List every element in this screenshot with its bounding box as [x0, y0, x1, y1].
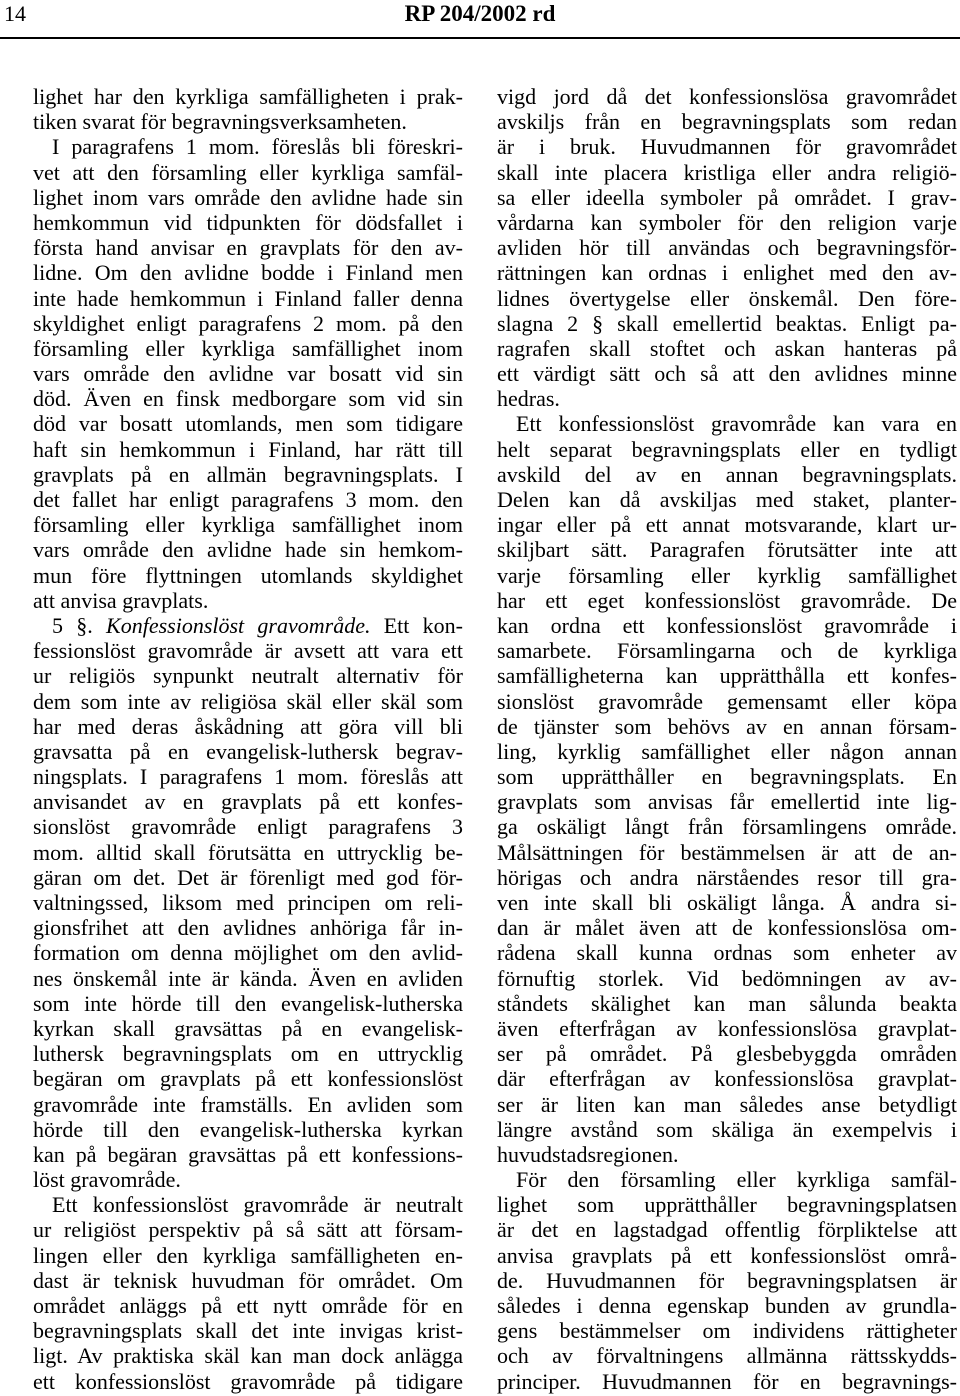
text-line: ståndets skälighet kan man sålunda beakta: [497, 990, 957, 1016]
text-line: sionslöst gravområde enligt paragrafens 3: [33, 814, 463, 840]
text-line: rådena skall kunna ordnas som enheter av: [497, 940, 957, 966]
section-number: 5 §.: [52, 612, 93, 638]
text-line: skiljbart sätt. Paragrafen förutsätter inte att: [497, 537, 957, 563]
text-line: ur religiöst perspektiv på så sätt att försam-: [33, 1217, 463, 1243]
text-line: För den församling eller kyrkliga samfäl-: [516, 1167, 957, 1193]
text-line: lidnes övertygelse eller önskemål. Den före-: [497, 285, 957, 311]
text-line: huvudstadsregionen.: [497, 1141, 679, 1167]
text-line: rättningen kan ordnas i enlighet med den av-: [497, 260, 957, 286]
text-line: gens bestämmelser om individens rättigheter: [497, 1318, 957, 1344]
text-line: hörde till den evangelisk-lutherska kyrkan: [33, 1116, 463, 1142]
paragraph: [33, 134, 463, 613]
text-line: gravområde inte framställs. En avliden som: [33, 1091, 463, 1117]
text-line: haft sin hemkommun i Finland, har rätt till: [33, 436, 463, 462]
text-line: inte hade hemkommun i Finland faller denna: [33, 285, 463, 311]
text-line: mun före flyttningen utomlands skyldighet: [33, 562, 463, 588]
text-line: vigd jord då det konfessionslösa gravområdet: [497, 84, 957, 109]
text-line: lidne. Om den avlidne bodde i Finland men: [33, 260, 463, 286]
paragraph: [497, 1167, 957, 1394]
text-line: sionslöst gravområde gemensamt eller köpa: [497, 688, 957, 714]
text-line: således i denna egenskap bunden av grundla-: [497, 1293, 957, 1318]
text-line: död. Även en finsk medborgare som vid sin: [33, 386, 463, 412]
text-line: anvisandet av en gravplats på ett konfes-: [33, 789, 463, 815]
text-line: ga oskäligt långt från församlingens område.: [497, 814, 957, 840]
text-line: ingar eller på ett annat motsvarande, klart ur-: [497, 512, 957, 538]
section-title: Konfessionslöst gravområde.: [106, 612, 371, 638]
text-line: Ett konfessionslöst gravområde är neutralt: [52, 1192, 463, 1218]
text-line: är det en lagstadgad offentlig förpliktelse att: [497, 1217, 957, 1243]
text-line: död var bosatt utomlands, men som tidigare: [33, 411, 463, 437]
text-line: formation om denna möjlighet om den avlid-: [33, 940, 463, 966]
text-line: samarbete. Församlingarna och de kyrkliga: [497, 638, 957, 664]
text-line: som inte hörde till den evangelisk-lutherska: [33, 990, 463, 1016]
text-line: som upprätthåller en begravningsplats. En: [497, 764, 957, 790]
text-line: ven inte skall bli oskäligt långa. Å andra si-: [497, 890, 957, 915]
paragraph: [33, 613, 463, 1192]
text-line: skyldighet enligt paragrafens 2 mom. på den: [33, 310, 463, 336]
text-line: gravplats på en allmän begravningsplats. I: [33, 461, 463, 487]
text-line: I paragrafens 1 mom. föreslås bli föreskri-: [52, 134, 463, 160]
text-line: skall inte placera kristliga eller andra religiö-: [497, 159, 957, 185]
text-line: gravplats som anvisas får emellertid inte lig-: [497, 789, 957, 815]
text-line: dan är målet även att de konfessionslösa om-: [497, 915, 957, 941]
text-line: lighet som upprätthåller begravningsplatsen: [497, 1192, 957, 1218]
text-line: vårdarna kan symboler för den religion varje: [497, 209, 957, 235]
text-line: hörigas och andra närståendes resor till gra-: [497, 864, 957, 890]
text-line: förnuftig storlek. Vid bedömningen av av-: [497, 965, 957, 991]
text-line: gionsfrihet att den avlidnes anhöriga får in-: [33, 915, 463, 941]
text-line: kan ordna ett konfessionslöst gravområde i: [497, 612, 957, 638]
page-number: 14: [4, 1, 26, 26]
text-line: samfälligheterna kan upprätthålla ett konfes-: [497, 663, 957, 689]
text-line: ragrafen skall stoftet och askan hanteras på: [497, 335, 957, 361]
paragraph: [33, 84, 463, 134]
text-line: har med deras åskådning att göra vill bli: [33, 713, 463, 739]
document-id: RP 204/2002 rd: [404, 1, 556, 26]
paragraph: [497, 411, 957, 1167]
right-column: [497, 84, 957, 1394]
text-line: Delen kan då avskiljas med staket, planter-: [497, 487, 957, 512]
text-line: där efterfrågan av konfessionslösa gravplat-: [497, 1066, 957, 1092]
text-line: begravningsplats skall det inte invigas krist-: [33, 1318, 463, 1344]
text-line: är i bruk. Huvudmannen för gravområdet: [497, 134, 957, 160]
text-line: Målsättningen för bestämmelsen är att de an-: [497, 839, 957, 865]
text-line: luthersk begravningsplats om en uttrycklig: [33, 1041, 463, 1067]
text-line: Ett konfessionslöst gravområde kan vara en: [516, 411, 957, 437]
text-line: avliden hör till användas och begravningsför-: [497, 235, 957, 261]
text-line: kan på begäran gravsättas på ett konfessions-: [33, 1141, 463, 1167]
text-line: principer. Huvudmannen för en begravnings-: [497, 1368, 957, 1394]
text-line: lighet har den kyrkliga samfälligheten i prak-: [33, 84, 463, 109]
text-line: avskiljs från en begravningsplats som redan: [497, 109, 957, 135]
text-line: nes önskemål inte är kända. Även en avliden: [33, 965, 463, 991]
text-line: de. Huvudmannen för begravningsplatsen är: [497, 1267, 957, 1293]
text-line: valtningssed, liksom med principen om reli-: [33, 890, 463, 915]
text-line: fessionslöst gravområde är avsett att vara ett: [33, 638, 463, 664]
text-line: församling eller kyrkliga samfällighet inom: [33, 512, 463, 538]
text-line: det fallet har enligt paragrafens 3 mom. den: [33, 487, 463, 512]
header-rule: [0, 37, 960, 39]
text-line: lighet inom vars område den avlidne hade sin: [33, 184, 463, 210]
paragraph: [33, 1192, 463, 1394]
text-line: ser är liten kan man således anse betydligt: [497, 1091, 957, 1117]
text-line: anvisa gravplats på ett konfessionslöst områ-: [497, 1242, 957, 1268]
text-line: första hand anvisar en gravplats för den av-: [33, 235, 463, 261]
text-line: sa eller ideella symboler på området. I grav-: [497, 184, 957, 210]
text-line: hemkommun vid tidpunkten för dödsfallet i: [33, 209, 463, 235]
text-line: dem som inte av religiösa skäl eller skäl som: [33, 688, 463, 714]
text-line: att anvisa gravplats.: [33, 587, 209, 613]
text-line: och av förvaltningens allmänna rättsskydds-: [497, 1343, 957, 1369]
text-line: [33, 613, 463, 638]
text-line: hedras.: [497, 386, 560, 412]
text-line: även efterfrågan av konfessionslösa gravplat-: [497, 1015, 957, 1041]
text-line: vet att den församling eller kyrkliga samfäl-: [33, 159, 463, 185]
text-line: ett konfessionslöst gravområde på tidigare: [33, 1368, 463, 1394]
paragraph: [497, 84, 957, 411]
text-line: gäran om det. Det är förenligt med god för-: [33, 864, 463, 890]
text-line: området anläggs på ett nytt område för en: [33, 1293, 463, 1318]
left-column: [33, 84, 463, 1394]
text-line: dast är teknisk huvudman för området. Om: [33, 1267, 463, 1293]
text-line: mom. alltid skall förutsätta en uttrycklig be-: [33, 839, 463, 865]
text-line: ur religiös synpunkt neutralt alternativ för: [33, 663, 463, 689]
text-line: varje församling eller kyrklig samfällighet: [497, 562, 957, 588]
text-line: begäran om gravplats på ett konfessionslöst: [33, 1066, 463, 1092]
text-line: ser på området. På glesbebyggda områden: [497, 1041, 957, 1067]
text-line: ling, kyrklig samfällighet eller någon annan: [497, 738, 957, 764]
text-line: ligt. Av praktiska skäl kan man dock anlägga: [33, 1343, 463, 1369]
text-line: tiken svarat för begravningsverksamheten.: [33, 109, 407, 135]
text-line: gravsatta på en evangelisk-luthersk begrav-: [33, 738, 463, 764]
text-line: slagna 2 § skall emellertid beaktas. Enligt pa-: [497, 310, 957, 336]
text-line: lingen eller den kyrkliga samfälligheten en-: [33, 1242, 463, 1268]
text-line: löst gravområde.: [33, 1167, 181, 1193]
text-line: har ett eget konfessionslöst gravområde. De: [497, 587, 957, 613]
text-line: avskild del av en annan begravningsplats.: [497, 461, 957, 487]
text-line: helt separat begravningsplats eller en tydligt: [497, 436, 957, 462]
text-line: de tjänster som behövs av en annan försam-: [497, 713, 957, 739]
text-line: längre avstånd som skäliga än exempelvis i: [497, 1116, 957, 1142]
text-line: ningsplats. I paragrafens 1 mom. föreslås att: [33, 764, 463, 790]
text-line: ett värdigt sätt och så att den avlidnes minne: [497, 361, 957, 387]
text-segment: Ett kon-: [383, 612, 463, 638]
text-line: vars område den avlidne var bosatt vid sin: [33, 361, 463, 387]
text-line: församling eller kyrkliga samfällighet inom: [33, 335, 463, 361]
text-line: kyrkan skall gravsättas på en evangelisk-: [33, 1015, 463, 1041]
text-line: vars område den avlidne hade sin hemkom-: [33, 537, 463, 563]
